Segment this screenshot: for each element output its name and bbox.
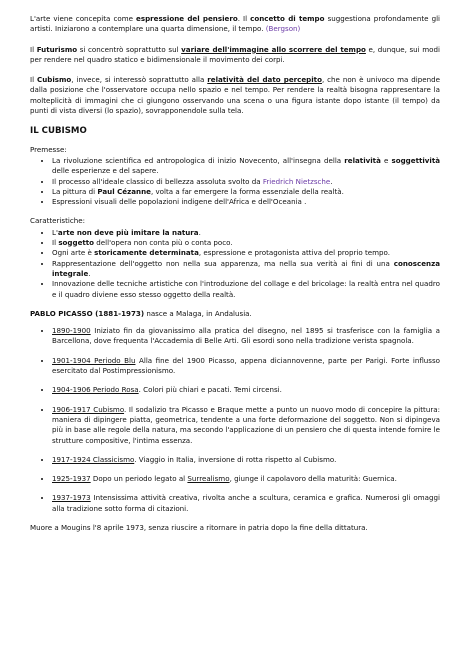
document-page <box>30 14 440 533</box>
list-item: • Espressioni visuali delle popolazioni indigene dell'Africa e dell'Oceania . <box>52 197 440 207</box>
closing-line: Muore a Mougins l'8 aprile 1973, senza riuscire a ritornare in patria dopo la fine della dittatura. <box>30 522 368 532</box>
bold-underlined-term: variare dell'immagine allo scorrere del tempo <box>181 44 366 54</box>
timeline-item: • 1904-1906 Periodo Rosa. Colori più chiari e pacati. Temi circensi. <box>52 385 440 395</box>
bold-term: Futurismo <box>36 44 78 54</box>
timeline-item: • 1925-1937 Dopo un periodo legato al Surrealismo, giunge il capolavoro della maturità: Guernica. <box>52 474 440 484</box>
bold-term: espressione del pensiero <box>136 14 238 23</box>
timeline-item: • 1901-1904 Periodo Blu Alla fine del 1900 Picasso, appena diciannovenne, parte per Parigi. Forte influsso esercitato dal Postimpressionismo. <box>52 356 440 377</box>
premesse-label: Premesse: <box>30 144 67 154</box>
list-item: • Il processo all'ideale classico di bellezza assoluta svolto da Friedrich Nietzsche. <box>52 177 440 187</box>
list-item: • Ogni arte è storicamente determinata, espressione e protagonista attiva del proprio tempo. <box>52 248 440 258</box>
caratteristiche-label: Caratteristiche: <box>30 216 85 226</box>
section-title: IL CUBISMO <box>30 126 87 137</box>
bold-underlined-term: relatività del dato percepito <box>207 75 322 85</box>
intro-paragraph-2: Il Futurismo si concentrò soprattutto sul variare dell'immagine allo scorrere del tempo e, dunque, sui modi per rendere nel quadro statico e bidimensionale il movimento dei corpi. <box>30 44 440 64</box>
intro-paragraph-1: L'arte viene concepita come espressione del pensiero. Il concetto di tempo suggestiona profondamente gli artisti. Iniziarono a contemplare una quarta dimensione, il tempo. (Bergson) <box>30 14 441 34</box>
bold-term: Cubismo <box>37 75 72 85</box>
picasso-heading: PABLO PICASSO (1881-1973) nasce a Malaga, in Andalusia. <box>30 308 252 318</box>
premesse-list <box>30 156 440 207</box>
picasso-timeline <box>30 326 440 514</box>
list-item: • L'arte non deve più imitare la natura. <box>52 228 440 238</box>
bergson-link: (Bergson) <box>265 24 301 34</box>
list-item: • Il soggetto dell'opera non conta più o conta poco. <box>52 238 440 248</box>
bold-term: concetto di tempo <box>250 14 325 23</box>
timeline-item: • 1937-1973 Intensissima attività creativa, rivolta anche a scultura, ceramica e grafica. Numerosi gli omaggi alla tradizione sotto forma di citazioni. <box>52 493 440 514</box>
nietzsche-link: Friedrich Nietzsche <box>262 176 331 186</box>
timeline-item: • 1906-1917 Cubismo. Il sodalizio tra Picasso e Braque mette a punto un nuovo modo di concepire la pittura: maniera di dipingere piatta, geometrica, tendente a una forte deformazione del soggetto. Non si dipingeva più in base alle regole della natura, ma secondo l'applicazione di un pensiero che di questa intende fornire le strutture compositive, l'intima essenza. <box>52 405 440 446</box>
timeline-item: • 1890-1900 Iniziato fin da giovanissimo alla pratica del disegno, nel 1895 si trasferisce con la famiglia a Barcellona, dove frequenta l'Accademia di Belle Arti. Gli esordi sono nella tradizione verista spagnola. <box>52 326 440 347</box>
list-item: • Rappresentazione dell'oggetto non nella sua apparenza, ma nella sua verità ai fini di una conoscenza integrale. <box>52 259 440 280</box>
list-item: • La pittura di Paul Cézanne, volta a far emergere la forma essenziale della realtà. <box>52 187 440 197</box>
list-item: • Innovazione delle tecniche artistiche con l'introduzione del collage e del bricolage: la realtà entra nel quadro e il quadro diviene esso stesso oggetto della realtà. <box>52 279 440 300</box>
list-item: • La rivoluzione scientifica ed antropologica di inizio Novecento, all'insegna della relatività e soggettività delle esperienze e del sapere. <box>52 156 440 177</box>
caratteristiche-list <box>30 228 440 300</box>
intro-paragraph-3: Il Cubismo, invece, si interessò soprattutto alla relatività del dato percepito, che non è univoco ma dipende dalla posizione che l'osservatore occupa nello spazio e nel tempo. Per rendere la realtà bisogna rappresentare la molteplicità di immagini che ci giungono osservando una scena o una figura istante dopo istante (il tempo) da punti di vista diversi (lo spazio), sovrapponendole sulla tela. <box>30 75 441 116</box>
timeline-item: • 1917-1924 Classicismo. Viaggio in Italia, inversione di rotta rispetto al Cubismo. <box>52 455 440 465</box>
